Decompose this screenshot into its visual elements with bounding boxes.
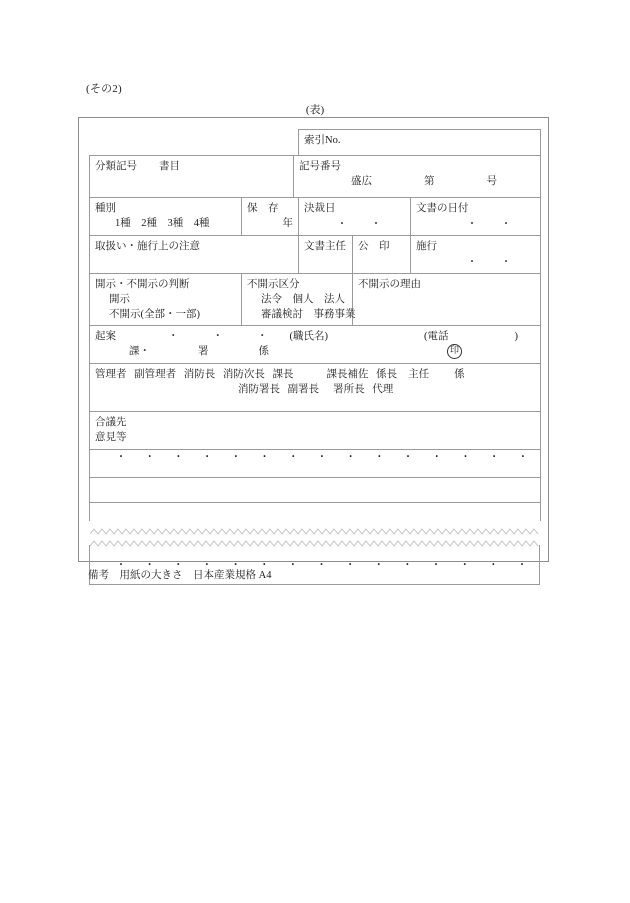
approver-deputy-manager[interactable]: 副管理者 [134,368,177,380]
class-symbol-label: 分類記号 [95,161,137,172]
approval-date-blank[interactable] [304,217,405,232]
document-control-form [89,129,541,521]
write-in-dot: ・ [230,560,241,571]
write-in-dot: ・ [259,451,270,463]
side-label: (表) [305,104,325,116]
category-options-row1[interactable]: 法令 個人 法人 [261,294,345,306]
seal-stamp-icon: 印 [447,344,462,359]
write-in-dot: ・ [345,451,356,463]
write-in-dot: ・ [431,560,442,571]
write-in-dot: ・ [173,451,184,463]
approvers-cell[interactable] [90,363,541,411]
approver-section-chief[interactable]: 課長 [272,368,294,380]
blank-row-cell-2[interactable] [90,502,541,521]
approver-deputy-station-chief[interactable]: 副署長 [287,383,320,395]
write-in-dot: ・ [144,451,155,463]
write-in-dot: ・ [288,451,299,463]
dotted-row-cell-1[interactable] [90,449,541,477]
write-in-dot: ・ [287,560,298,571]
write-in-dot: ・ [516,560,527,571]
symbol-number-fields [299,174,535,189]
office-label: 署 [198,345,209,357]
nondisclosure-reason-cell[interactable] [353,274,541,326]
write-in-dot: ・ [259,560,270,571]
official-seal-cell[interactable] [353,236,411,274]
storage-cell[interactable] [242,198,299,236]
phone-label: (電話 [424,330,449,342]
table-row-handling [90,236,541,274]
date-sep-3: ・ [466,219,478,231]
date-sep-2: ・ [370,219,382,231]
reason-label: 不開示の理由 [358,279,421,290]
index-no-cell[interactable] [299,130,541,156]
date-sep-5: ・ [466,257,478,269]
post-name-label: (職氏名) [289,330,328,342]
official-seal-label: 公 印 [358,241,390,252]
gou-label: 号 [486,176,497,188]
org-name: 盛広 [351,176,372,188]
write-in-dot: ・ [201,560,212,571]
document-date-label: 文書の日付 [416,203,469,214]
phone-close-paren: ) [514,330,518,342]
table-row-draft [90,325,541,363]
category-label: 不開示区分 [247,279,300,290]
section-label: 課・ [129,345,150,357]
approver-deputy-fire-chief[interactable]: 消防次長 [222,368,265,380]
classification-cell[interactable] [90,156,294,198]
table-row-dotted-1 [90,449,541,477]
write-in-dot: ・ [116,560,126,571]
index-no-label: 索引No. [304,135,341,146]
table-row-consultation [90,411,541,449]
judgement-label: 開示・不開示の判断 [95,279,190,290]
approvers-line-2 [95,382,535,397]
document-date-cell[interactable] [411,198,541,236]
unit-label: 係 [258,345,269,357]
approvers-line-1 [95,367,535,382]
table-row-blank-2 [90,502,541,521]
write-in-dot: ・ [488,560,499,571]
table-row-classification [90,156,541,198]
write-in-dot: ・ [116,451,126,463]
write-in-dot: ・ [374,451,385,463]
nondisclosure-category-cell[interactable] [242,274,356,326]
consultation-cell[interactable] [90,411,541,449]
table-row-type [90,198,541,236]
draft-date-sep-3: ・ [257,330,268,342]
doc-chief-label: 文書主任 [304,241,346,252]
classification-labels [95,159,288,174]
storage-unit: 年 [282,218,293,230]
remark-note: 備考 用紙の大きさ 日本産業規格 A4 [88,570,272,581]
document-date-blank[interactable] [416,217,535,232]
write-in-dot: ・ [144,560,155,571]
type-cell[interactable] [90,198,242,236]
handling-label: 取扱い・施行上の注意 [95,241,200,252]
write-in-dot: ・ [459,560,470,571]
draft-date-sep-1: ・ [168,330,179,342]
approval-date-label: 決裁日 [304,203,336,214]
approver-fire-station-chief[interactable]: 消防署長 [238,383,280,395]
write-in-dot: ・ [173,560,184,571]
dai-label: 第 [424,176,435,188]
blank-row-cell-1[interactable] [90,477,541,502]
write-in-dot: ・ [230,451,241,463]
approver-assistant-section-chief[interactable]: 課長補佐 [326,368,369,380]
doc-chief-cell[interactable] [299,236,353,274]
judgement-option-disclose[interactable]: 開示 [109,294,130,306]
draft-label: 起案 [95,330,116,342]
approver-staff[interactable]: 係 [454,368,465,380]
approver-manager[interactable]: 管理者 [95,368,127,380]
draft-line-2 [95,344,532,359]
type-label: 種別 [95,203,116,214]
type-options[interactable]: 1種 2種 3種 4種 [115,218,210,230]
symbol-number-cell[interactable] [294,156,541,198]
opinion-label: 意見等 [95,431,127,443]
write-in-dot: ・ [373,560,384,571]
write-in-dot: ・ [431,451,442,463]
write-in-dot: ・ [517,451,528,463]
approval-date-cell[interactable] [299,198,411,236]
enforcement-date-blank[interactable] [416,255,535,270]
dot-strip-1 [90,450,540,462]
approver-station-head[interactable]: 署所長 [333,383,365,395]
draft-date-sep-2: ・ [212,330,223,342]
index-no-spacer [90,130,299,156]
disclosure-judgement-cell[interactable] [90,274,242,326]
sheet-number-label: (その2) [86,83,122,95]
write-in-dot: ・ [316,560,327,571]
form-outer-frame [78,117,549,571]
write-in-dot: ・ [489,451,500,463]
write-in-dot: ・ [403,451,414,463]
table-row-approvers [90,363,541,411]
table-row-disclosure [90,274,541,326]
approver-unit-chief[interactable]: 係長 [376,368,398,380]
write-in-dot: ・ [202,451,213,463]
symbol-number-label: 記号番号 [299,161,341,172]
draft-line-1 [95,329,532,344]
storage-label: 保 存 [247,203,279,214]
enforcement-cell[interactable] [411,236,541,274]
approver-senior[interactable]: 主任 [408,368,430,380]
consult-label: 合議先 [95,416,127,428]
approver-fire-chief[interactable]: 消防長 [183,368,216,380]
date-sep-6: ・ [500,257,512,269]
write-in-dot: ・ [345,560,356,571]
judgement-option-nondisclose[interactable]: 不開示(全部・一部) [109,309,200,321]
handling-cell[interactable] [90,236,299,274]
draft-cell[interactable] [90,325,541,363]
write-in-dot: ・ [460,451,471,463]
enforcement-label: 施行 [416,241,437,252]
table-row-index-no [90,130,541,156]
title-label: 書目 [159,161,180,172]
date-sep-4: ・ [500,219,512,231]
category-options-row2[interactable]: 審議検討 事務事業 [261,309,356,321]
write-in-dot: ・ [402,560,413,571]
tear-line-upper [90,528,539,535]
approver-acting[interactable]: 代理 [372,383,394,395]
table-row-blank-1 [90,477,541,502]
write-in-dot: ・ [316,451,327,463]
date-sep-1: ・ [336,219,348,231]
